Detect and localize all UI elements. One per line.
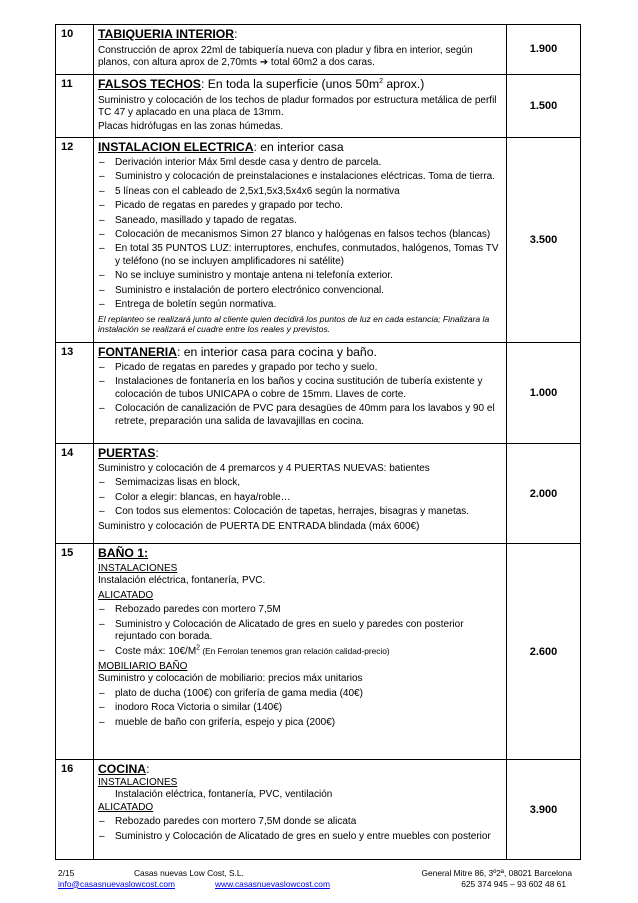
item-title: INSTALACION ELECTRICA [98, 140, 254, 155]
arrow-icon: ➔ [259, 57, 269, 69]
list-item: – Suministro y Colocación de Alicatado de gres en suelo y paredes con posterior rejuntado con borada. [98, 619, 502, 644]
page-footer [58, 868, 578, 889]
section-heading: MOBILIARIO BAÑO [98, 660, 188, 672]
list-item: – No se incluye suministro y montaje antena ni telefonía exterior. [98, 270, 502, 282]
list-item: – Picado de regatas en paredes y grapado por techo y suelo. [98, 362, 502, 374]
phone-numbers: 625 374 945 – 93 602 48 61 [461, 878, 566, 889]
item-list [98, 477, 502, 518]
item-price: 3.500 [507, 138, 581, 343]
item-description: BAÑO 1: INSTALACIONES Instalación eléctrica, fontanería, PVC. ALICATADO – Rebozado paredes con mortero 7,5M – Suministro y Colocación de Alicatado de gres en suelo y paredes con posterior rejuntado con borada. – Coste máx: $10€/M^2$ (En Ferrolan tenemos gran relación calidad-precio) MOBILIARIO BAÑO Suministro y colocación de mobiliario: precios máx unitarios – plato de ducha (100€) con grifería de gama media (40€) – inodoro Roca Victoria o similar (140€) – mueble de baño con grifería, espejo y pica (200€) [94, 544, 507, 760]
page-number: 2/15 [58, 868, 75, 878]
section-heading: ALICATADO [98, 589, 154, 601]
budget-sheet [55, 24, 581, 860]
item-price: 2.600 [507, 544, 581, 760]
list-item: – Suministro e instalación de portero electrónico convencional. [98, 285, 502, 297]
item-description: FALSOS TECHOS: En toda la superficie (unos $50m^2$ aprox.) Suministro y colocación de los techos de pladur formados por estructura metálica de perfil TC 47 y aplacado en una placa de 13mm. Placas hidrófugas en las zonas húmedas. [94, 74, 507, 137]
section-heading: INSTALACIONES [98, 777, 178, 789]
item-number: 13 [56, 343, 94, 444]
list-item: – Colocación de canalización de PVC para desagües de 40mm para los lavabos y 90 el retrete, preparación una salida de lavavajillas en cocina. [98, 403, 502, 428]
table-row [56, 74, 581, 137]
list-item: – Entrega de boletín según normativa. [98, 299, 502, 311]
item-number: 15 [56, 544, 94, 760]
list-item: – Colocación de mecanismos Simon 27 blanco y halógenas en falsos techos (blancas) [98, 229, 502, 241]
company-address: General Mitre 86, 3º2ª, 08021 Barcelona [421, 868, 572, 878]
list-item: – Instalaciones de fontanería en los baños y cocina sustitución de tubería existente y colocación de tubos UNICAPA o cobre de 15mm. Llaves de corte. [98, 376, 502, 401]
list-item: – En total 35 PUNTOS LUZ: interruptores, enchufes, conmutados, halógenos, Tomas TV y teléfono (no se incluyen amplificadores ni satélite) [98, 243, 502, 268]
item-description: TABIQUERIA INTERIOR: Construcción de aprox 22ml de tabiquería nueva con pladur y fibra en interior, según planos, con altura aprox de 2,70mts ➔ total 60m2 a dos caras. [94, 25, 507, 75]
list-item: – Suministro y Colocación de Alicatado de gres en suelo y entre muebles con posterior [98, 831, 502, 843]
item-list [98, 688, 502, 729]
item-price: 2.000 [507, 444, 581, 544]
item-title: PUERTAS [98, 446, 156, 461]
list-item: – Con todos sus elementos: Colocación de tapetas, herrajes, bisagras y manetas. [98, 506, 502, 518]
list-item: – Derivación interior Máx 5ml desde casa y dentro de parcela. [98, 157, 502, 169]
item-number: 11 [56, 74, 94, 137]
list-item: – Semimacizas lisas en block, [98, 477, 502, 489]
item-description: INSTALACION ELECTRICA: en interior casa – Derivación interior Máx 5ml desde casa y dentro de parcela. – Suministro y colocación de preinstalaciones e instalaciones eléctricas. Toma de tierra. – 5 líneas con el cableado de 2,5x1,5x3,5x4x6 según la normativa – Picado de regatas en paredes y grapado por techo. – Saneado, masillado y tapado de regatas. – Colocación de mecanismos Simon 27 blanco y halógenas en falsos techos (blancas) – En total 35 PUNTOS LUZ: interruptores, enchufes, conmutados, halógenos, Tomas TV y teléfono (no se incluyen amplificadores ni satélite) – No se incluye suministro y montaje antena ni telefonía exterior. – Suministro e instalación de portero electrónico convencional. – Entrega de boletín según normativa. El replanteo se realizará junto al cliente quien decidirá los puntos de luz en cada estancia; Finalizara la instalación se realizará el cuadre entre los reales y previstos. [94, 138, 507, 343]
item-description: FONTANERIA: en interior casa para cocina y baño. – Picado de regatas en paredes y grapado por techo y suelo. – Instalaciones de fontanería en los baños y cocina sustitución de tubería existente y colocación de tubos UNICAPA o cobre de 15mm. Llaves de corte. – Colocación de canalización de PVC para desagües de 40mm para los lavabos y 90 el retrete, preparación una salida de lavavajillas en cocina. [94, 343, 507, 444]
section-heading: ALICATADO [98, 801, 154, 813]
item-number: 16 [56, 760, 94, 860]
company-name: Casas nuevas Low Cost, S.L. [134, 868, 244, 878]
item-number: 10 [56, 25, 94, 75]
list-item: – 5 líneas con el cableado de 2,5x1,5x3,5x4x6 según la normativa [98, 186, 502, 198]
item-title: FALSOS TECHOS [98, 76, 201, 91]
list-item: – mueble de baño con grifería, espejo y pica (200€) [98, 717, 502, 729]
item-price: 3.900 [507, 760, 581, 860]
list-item: – Color a elegir: blancas, en haya/roble… [98, 492, 502, 504]
table-row [56, 760, 581, 860]
item-price: 1.900 [507, 25, 581, 75]
budget-table [55, 24, 581, 860]
email-link[interactable]: info@casasnuevaslowcost.com [58, 878, 175, 889]
item-description: COCINA: INSTALACIONES Instalación eléctrica, fontanería, PVC, ventilación ALICATADO – Rebozado paredes con mortero 7,5M donde se alicata – Suministro y Colocación de Alicatado de gres en suelo y entre muebles con posterior [94, 760, 507, 860]
list-item: – Picado de regatas en paredes y grapado por techo. [98, 200, 502, 212]
table-row [56, 343, 581, 444]
website-link[interactable]: www.casasnuevaslowcost.com [214, 878, 330, 889]
section-heading: INSTALACIONES [98, 563, 178, 575]
item-title: COCINA [98, 762, 147, 777]
list-item: – Coste máx: $10€/M^2$ (En Ferrolan tenemos gran relación calidad-precio) [98, 645, 502, 658]
table-row [56, 138, 581, 343]
item-number: 14 [56, 444, 94, 544]
table-row [56, 544, 581, 760]
table-row [56, 25, 581, 75]
item-price: 1.000 [507, 343, 581, 444]
item-title: BAÑO 1: [98, 546, 149, 561]
list-item: – Suministro y colocación de preinstalaciones e instalaciones eléctricas. Toma de tierra. [98, 171, 502, 183]
list-item: – Rebozado paredes con mortero 7,5M donde se alicata [98, 816, 502, 828]
item-note: El replanteo se realizará junto al cliente quien decidirá los puntos de luz en cada estancia; Finalizara la instalación se realizará el cuadre entre los reales y previstos. [98, 313, 490, 334]
table-row [56, 444, 581, 544]
item-list [98, 157, 502, 311]
item-description: PUERTAS: Suministro y colocación de 4 premarcos y 4 PUERTAS NUEVAS: batientes – Semimacizas lisas en block, – Color a elegir: blancas, en haya/roble… – Con todos sus elementos: Colocación de tapetas, herrajes, bisagras y manetas. Suministro y colocación de PUERTA DE ENTRADA blindada (máx 600€) [94, 444, 507, 544]
item-list [98, 604, 502, 659]
list-item: – Rebozado paredes con mortero 7,5M [98, 604, 502, 616]
list-item: – Saneado, masillado y tapado de regatas. [98, 215, 502, 227]
list-item: – plato de ducha (100€) con grifería de gama media (40€) [98, 688, 502, 700]
item-number: 12 [56, 138, 94, 343]
item-title: TABIQUERIA INTERIOR [98, 27, 235, 41]
item-list [98, 816, 502, 843]
item-price: 1.500 [507, 74, 581, 137]
list-item: – inodoro Roca Victoria o similar (140€) [98, 702, 502, 714]
item-title: FONTANERIA [98, 345, 177, 360]
item-list [98, 362, 502, 428]
